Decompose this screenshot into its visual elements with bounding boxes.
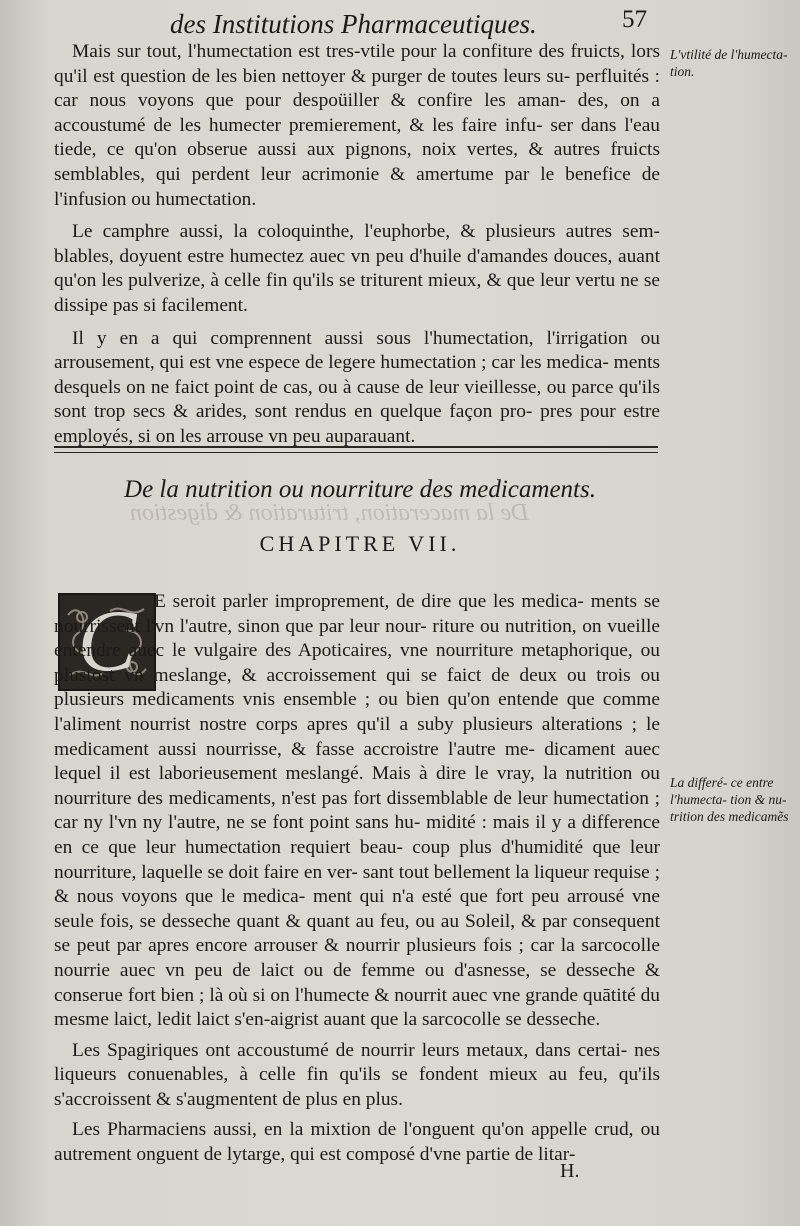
paragraph: Il y en a qui comprennent aussi sous l'humectation, l'irrigation ou arrousement, qui est vne espece de legere humectation ; car les medica- ments desquels on ne faict point de cas, ou à cause de leur vieillesse, ou parce qu'ils sont trop secs & arides, sont rendus en quelque façon pro- pres pour estre employés, si on les arrouse vn peu auparauant. [54,327,660,447]
section-divider [54,446,658,453]
paragraph: Le camphre aussi, la coloquinthe, l'euphorbe, & plusieurs autres sem- blables, doyuent estre humectez auec vn peu d'huile d'amandes douces, auant qu'on les pulverize, à celle fin qu'ils se triturent mieux, & que leur vertu ne se dissipe pas si facilement. [54,221,660,316]
signature-mark: H. [560,1160,580,1182]
paragraph: Les Pharmaciens aussi, en la mixtion de l'onguent qu'on appelle crud, ou autrement onguent de lytarge, qui est composé d'vne partie de litar- [54,1119,660,1166]
running-title: des Institutions Pharmaceutiques. [170,9,537,39]
margin-note: L'vtilité de l'humecta- tion. [670,47,788,79]
bleed-through-decor: De la maceration, trituration & digestion [130,500,529,526]
margin-note: La differé- ce entre l'humecta- tion & nu- trition des medicamẽs [670,775,789,824]
section-title: De la nutrition ou nourriture des medicaments. [124,476,596,503]
top-text-block [54,40,660,450]
paragraph: Mais sur tout, l'humectation est tres-vtile pour la confiture des fruicts, lors qu'il est question de les bien nettoyer & purger de toutes leurs su- perfluités : car nous voyons que pour despoüiller & confire les aman- des, on a accoustumé de les humecter premierement, & les faire infu- ser dans l'eau tiede, ce qu'on obserue aussi aux pignons, noix vertes, & autres fruicts semblables, qui perdent leur acrimonie & amertume par le benefice de l'infusion ou humectation. [54,41,660,210]
paragraph: E seroit parler improprement, de dire que les medica- ments se nourrissent l'vn l'autre, sinon que par leur nour- riture ou nutrition, on vueille entendre auec le vulgaire des Apoticaires, vne nourriture metaphorique, ou plustost vn meslange, & accroissement qui se faict de deux ou trois ou plusieurs medicaments vnis ensemble ; ou bien qu'on entende que comme l'aliment nourrist nostre corps apres qu'il a suby plusieurs alterations ; le medicament aussi nourrisse, & fasse accroistre l'autre me- dicament auec lequel il est laborieusement meslangé. Mais à dire le vray, la nutrition ou nourriture des medicaments, n'est pas fort dissemblable de leur humectation ; car ny l'vn ny l'autre, ne se font point sans hu- midité : mais il y a difference en ce que leur humectation requiert beau- coup plus d'humidité que leur nourriture, laquelle se doit faire en ver- sant tout bellement la liqueur requise ; & nous voyons que le medica- ment qui n'a esté que fort peu arrousé vne seule fois, se desseche quant & quant au feu, ou au Soleil, & par consequent se peut par apres encore arrouser & nourrir plusieurs fois ; car la sarcocolle nourrie auec vn peu de laict ou de femme ou d'asnesse, se desseche & conserue fort bien ; là où si on l'humecte & nourrit auec vne grande quātité du mesme laict, ledit laict s'en-aigrist auant que la sarcocolle se desseche. [54,591,660,1031]
paragraph: Les Spagiriques ont accoustumé de nourrir leurs metaux, dans certai- nes liqueurs conuenables, à celle fin qu'ils se fondent mieux au feu, qu'ils s'accroissent & s'augmentent de plus en plus. [54,1039,660,1110]
chapter-heading: CHAPITRE VII. [259,531,461,556]
dropcap-letter: C [77,593,137,690]
chapter-text-block [54,590,660,1168]
page-number: 57 [622,6,647,33]
